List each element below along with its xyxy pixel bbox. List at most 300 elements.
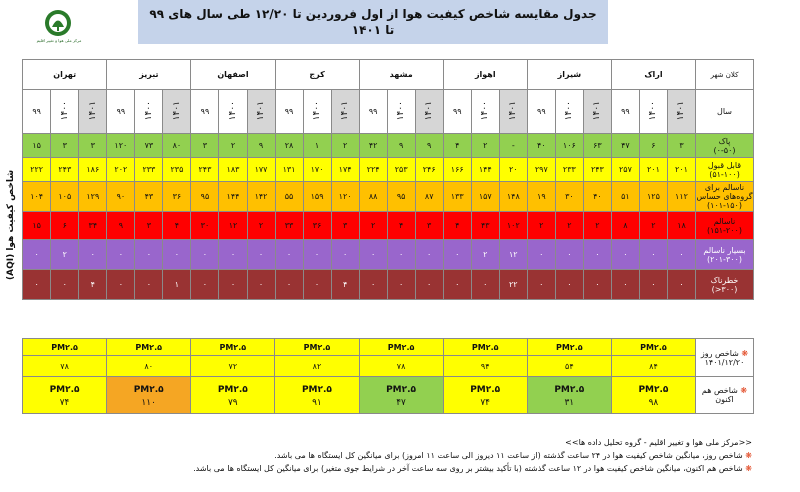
current-index-cell xyxy=(23,377,107,414)
aqi-cell: ۲۰ xyxy=(499,158,527,182)
aqi-cell: ۰ xyxy=(135,270,163,300)
aqi-cell: ۱۸ xyxy=(667,212,695,240)
current-index-value: ۱۱۰ xyxy=(141,398,156,408)
aqi-cell: ۱۴۲ xyxy=(247,182,275,212)
aqi-cell: ۱۰۵ xyxy=(51,182,79,212)
aqi-cell: ۳۶ xyxy=(163,182,191,212)
aqi-cell: ۲۴۳ xyxy=(51,158,79,182)
aqi-cell: ۰ xyxy=(415,270,443,300)
year-header xyxy=(107,90,135,134)
aqi-cell: ۱۲ xyxy=(499,240,527,270)
daily-index-label-cell xyxy=(696,339,754,377)
current-index-value: ۳۱ xyxy=(564,398,575,408)
aqi-cell: ۳ xyxy=(135,212,163,240)
aqi-cell: ۰ xyxy=(191,240,219,270)
aqi-cell: ۸ xyxy=(611,212,639,240)
city-header: مشهد xyxy=(359,60,443,90)
aqi-cell: ۰ xyxy=(275,270,303,300)
year-header xyxy=(359,90,387,134)
aqi-cell: ۴۳ xyxy=(471,212,499,240)
category-label-cell xyxy=(696,134,754,158)
aqi-cell: ۴ xyxy=(163,212,191,240)
category-label: بسیار ناسالم xyxy=(703,245,746,255)
aqi-cell: ۲۰۲ xyxy=(107,158,135,182)
aqi-cell: ۲ xyxy=(583,212,611,240)
pm-label: PM۲.۵ xyxy=(638,385,669,395)
aqi-cell: ۰ xyxy=(275,240,303,270)
year-header xyxy=(275,90,303,134)
organization-logo-icon xyxy=(40,8,76,42)
daily-index-head-row xyxy=(23,339,754,356)
current-index-value: ۷۴ xyxy=(59,398,70,408)
city-header: شیراز xyxy=(527,60,611,90)
aqi-cell: ۰ xyxy=(359,240,387,270)
aqi-cell: ۲۰۱ xyxy=(639,158,667,182)
year-header-text: ۹۹ xyxy=(284,107,294,116)
aqi-cell: ۲ xyxy=(219,134,247,158)
category-label: ناسالم xyxy=(713,216,736,226)
aqi-cell: ۲ xyxy=(471,240,499,270)
aqi-cell: ۱۰۲ xyxy=(499,212,527,240)
current-index-value: ۴۷ xyxy=(396,398,406,408)
aqi-cell: ۳۰ xyxy=(191,212,219,240)
year-header-text: ۱۴۰۱ xyxy=(256,100,267,121)
aqi-cell: ۴ xyxy=(331,270,359,300)
current-index-cell xyxy=(191,377,275,414)
daily-index-value: ۸۰ xyxy=(107,356,191,377)
year-header xyxy=(303,90,331,134)
aqi-cell: ۰ xyxy=(639,270,667,300)
aqi-cell: ۴۳ xyxy=(135,182,163,212)
aqi-cell: ۲۴۶ xyxy=(415,158,443,182)
aqi-cell: ۸۰ xyxy=(163,134,191,158)
category-label: پاک xyxy=(718,136,731,146)
city-header: اصفهان xyxy=(191,60,275,90)
year-header-text: ۹۹ xyxy=(368,107,378,116)
pm-label-cell: PM۲.۵ xyxy=(527,339,611,356)
city-header: اراک xyxy=(611,60,695,90)
year-header xyxy=(443,90,471,134)
aqi-cell: ۲ xyxy=(471,134,499,158)
aqi-cell: ۰ xyxy=(247,240,275,270)
category-range: (۱۵۱-۲۰۰) xyxy=(707,225,742,235)
aqi-cell: ۳ xyxy=(331,212,359,240)
aqi-cell: ۱۴۴ xyxy=(471,158,499,182)
aqi-cell: ۹ xyxy=(415,134,443,158)
year-header-text: ۱۴۰۱ xyxy=(676,100,687,121)
aqi-cell: ۱۵۹ xyxy=(303,182,331,212)
aqi-cell: ۰ xyxy=(387,270,415,300)
page-title xyxy=(138,0,608,44)
aqi-cell: ۴۰ xyxy=(583,182,611,212)
year-header xyxy=(247,90,275,134)
aqi-cell: ۰ xyxy=(611,270,639,300)
daily-index-value: ۸۴ xyxy=(611,356,695,377)
aqi-cell: ۱۳۳ xyxy=(443,182,471,212)
city-header: تهران xyxy=(23,60,107,90)
aqi-cell: ۸۷ xyxy=(415,182,443,212)
year-label: سال xyxy=(717,107,732,116)
note-daily-index-text: شاخص روز، میانگین شاخص کیفیت هوا در ۲۴ ساعت گذشته (از ساعت ۱۱ دیروز الی ساعت ۱۱ امروز) برای میانگین کل ایستگاه ها می باشد. xyxy=(274,451,743,460)
year-header-text: ۹۹ xyxy=(537,107,546,116)
spacer-row xyxy=(23,300,754,314)
city-header: اهواز xyxy=(443,60,527,90)
notes-section xyxy=(193,436,752,475)
aqi-cell: ۱۸۶ xyxy=(79,158,107,182)
daily-index-label xyxy=(696,349,753,358)
aqi-cell: ۰ xyxy=(107,240,135,270)
aqi-cell: ۴۷ xyxy=(611,134,639,158)
daily-index-value: ۹۴ xyxy=(443,356,527,377)
aqi-cell: ۹ xyxy=(107,212,135,240)
daily-index-value: ۷۸ xyxy=(359,356,443,377)
aqi-cell: ۰ xyxy=(219,270,247,300)
year-header-text: ۹۹ xyxy=(116,107,126,116)
year-header-text: ۱۴۰۱ xyxy=(87,100,98,121)
aqi-cell: ۴۲ xyxy=(359,134,387,158)
pm-label: PM۲.۵ xyxy=(470,385,501,395)
aqi-cell: ۲۳۵ xyxy=(163,158,191,182)
pm-label: PM۲.۵ xyxy=(217,385,248,395)
year-header xyxy=(667,90,695,134)
daily-index-label-text: شاخص روز xyxy=(700,348,739,358)
current-index-label xyxy=(696,386,753,404)
aqi-cell: ۲ xyxy=(639,212,667,240)
year-header xyxy=(219,90,247,134)
year-header-text: ۱۴۰۱ xyxy=(508,100,519,121)
aqi-cell: ۴ xyxy=(443,134,471,158)
aqi-cell: ۰ xyxy=(107,270,135,300)
city-header: کرج xyxy=(275,60,359,90)
aqi-cell: ۰ xyxy=(387,240,415,270)
category-range: (۰-۵۰) xyxy=(713,145,736,155)
current-index-cell xyxy=(359,377,443,414)
aqi-cell: ۱۵ xyxy=(23,134,51,158)
aqi-cell: ۱۵ xyxy=(23,212,51,240)
notes-source: <<مرکز ملی هوا و تغییر اقلیم - گروه تحلیل داده ها>> xyxy=(565,438,752,447)
aqi-cell: ۶۳ xyxy=(583,134,611,158)
aqi-cell: ۳ xyxy=(415,212,443,240)
aqi-cell: ۲ xyxy=(247,212,275,240)
current-index-cell xyxy=(443,377,527,414)
pm-index-table xyxy=(22,338,754,414)
aqi-cell: ۹۵ xyxy=(191,182,219,212)
aqi-cell: ۴ xyxy=(387,212,415,240)
asterisk-icon: ❋ xyxy=(737,386,748,395)
year-header xyxy=(163,90,191,134)
aqi-cell: ۵۵ xyxy=(275,182,303,212)
year-header-text: ۹۹ xyxy=(200,107,210,116)
aqi-cell: ۳ xyxy=(191,134,219,158)
aqi-cell: ۱۲ xyxy=(219,212,247,240)
pm-label-cell: PM۲.۵ xyxy=(107,339,191,356)
aqi-cell: ۲۲۲ xyxy=(23,158,51,182)
asterisk-icon: ❋ xyxy=(745,464,752,473)
current-index-cell xyxy=(611,377,695,414)
aqi-cell: ۱ xyxy=(303,134,331,158)
daily-index-value-row xyxy=(23,356,754,377)
year-header-text: ۱۴۰۱ xyxy=(340,100,351,121)
year-header-text: ۱۴۰۰ xyxy=(396,100,407,121)
year-header xyxy=(527,90,555,134)
aqi-cell: ۱۰۶ xyxy=(555,134,583,158)
aqi-cell: ۳ xyxy=(667,134,695,158)
pm-label-cell: PM۲.۵ xyxy=(359,339,443,356)
aqi-cell: ۳۶ xyxy=(303,212,331,240)
current-index-value: ۹۸ xyxy=(648,398,659,408)
current-index-value: ۷۴ xyxy=(480,398,491,408)
pm-label: PM۲.۵ xyxy=(49,385,80,395)
year-header-text: ۹۹ xyxy=(621,107,630,116)
year-header xyxy=(51,90,79,134)
aqi-comparison-table xyxy=(22,59,754,314)
spacer-cell xyxy=(23,300,754,314)
year-header xyxy=(611,90,639,134)
category-range: (۲۰۱-۳۰۰) xyxy=(707,254,742,264)
aqi-cell: ۲۸ xyxy=(275,134,303,158)
aqi-cell: ۲۲ xyxy=(499,270,527,300)
year-header-text: ۱۴۰۰ xyxy=(648,100,659,121)
year-header-text: ۹۹ xyxy=(32,107,41,116)
aqi-cell: ۰ xyxy=(555,240,583,270)
city-header-row xyxy=(23,60,754,90)
year-header-text: ۱۴۰۱ xyxy=(171,100,182,121)
aqi-cell: ۱۷۷ xyxy=(247,158,275,182)
current-index-value: ۹۱ xyxy=(312,398,322,408)
aqi-cell: ۰ xyxy=(583,270,611,300)
pm-label-cell: PM۲.۵ xyxy=(443,339,527,356)
year-header xyxy=(471,90,499,134)
aqi-cell: ۲۹۷ xyxy=(527,158,555,182)
current-index-row xyxy=(23,377,754,414)
aqi-cell: ۰ xyxy=(555,270,583,300)
aqi-cell: ۱۸۳ xyxy=(219,158,247,182)
category-label-cell xyxy=(696,158,754,182)
aqi-cell: ۰ xyxy=(79,240,107,270)
year-header xyxy=(415,90,443,134)
daily-index-value: ۷۸ xyxy=(23,356,107,377)
year-header-text: ۱۴۰۰ xyxy=(143,100,154,121)
aqi-cell: ۰ xyxy=(443,270,471,300)
asterisk-icon: ❋ xyxy=(745,451,752,460)
year-header xyxy=(191,90,219,134)
aqi-cell: ۱۳۱ xyxy=(275,158,303,182)
aqi-cell: ۰ xyxy=(527,270,555,300)
aqi-side-label xyxy=(0,133,22,316)
category-label-cell xyxy=(696,212,754,240)
category-label: خطرناک xyxy=(710,275,739,285)
aqi-cell: ۱۲۵ xyxy=(639,182,667,212)
aqi-cell: ۱۵۷ xyxy=(471,182,499,212)
pm-label-cell: PM۲.۵ xyxy=(23,339,107,356)
aqi-cell: ۱۶۶ xyxy=(443,158,471,182)
current-index-cell xyxy=(275,377,359,414)
aqi-cell: ۰ xyxy=(359,270,387,300)
pm-label-cell: PM۲.۵ xyxy=(611,339,695,356)
logo-caption: مرکز ملی هوا و تغییر اقلیم xyxy=(36,38,82,43)
pm-label-cell: PM۲.۵ xyxy=(191,339,275,356)
aqi-cell: ۰ xyxy=(527,240,555,270)
aqi-cell: ۲۲۴ xyxy=(359,158,387,182)
aqi-cell: ۹۰ xyxy=(107,182,135,212)
aqi-cell: ۸۸ xyxy=(359,182,387,212)
aqi-cell: ۱۴۴ xyxy=(219,182,247,212)
year-header-text: ۹۹ xyxy=(452,107,462,116)
aqi-cell: ۰ xyxy=(583,240,611,270)
aqi-cell: ۰ xyxy=(471,270,499,300)
aqi-cell: ۰ xyxy=(667,270,695,300)
year-header xyxy=(555,90,583,134)
aqi-cell: ۱۷۴ xyxy=(331,158,359,182)
year-label-cell xyxy=(696,90,754,134)
aqi-cell: ۲۴۳ xyxy=(191,158,219,182)
aqi-cell: ۰ xyxy=(443,240,471,270)
aqi-cell: ۱۴۸ xyxy=(499,182,527,212)
aqi-cell: ۰ xyxy=(191,270,219,300)
aqi-cell: ۲ xyxy=(359,212,387,240)
aqi-cell: ۲ xyxy=(555,212,583,240)
aqi-cell: ۰ xyxy=(135,240,163,270)
year-header-text: ۱۴۰۱ xyxy=(592,100,603,121)
current-index-cell xyxy=(527,377,611,414)
year-header-text: ۱۴۰۱ xyxy=(424,100,435,121)
aqi-cell: ۰ xyxy=(303,270,331,300)
year-header-text: ۱۴۰۰ xyxy=(480,100,491,121)
year-header-text: ۱۴۰۰ xyxy=(59,100,70,121)
aqi-cell: ۰ xyxy=(51,270,79,300)
aqi-cell: ۲۵۷ xyxy=(611,158,639,182)
asterisk-icon: ❋ xyxy=(738,348,749,358)
aqi-row-haz xyxy=(23,270,754,300)
aqi-cell: ۲ xyxy=(527,212,555,240)
aqi-cell: ۳ xyxy=(51,134,79,158)
aqi-cell: ۳۴ xyxy=(79,212,107,240)
year-header xyxy=(387,90,415,134)
aqi-row-good xyxy=(23,134,754,158)
daily-index-date: ۱۴۰۱/۱۲/۲۰ xyxy=(704,357,745,367)
aqi-cell: ۹۵ xyxy=(387,182,415,212)
aqi-cell: ۲۰۱ xyxy=(667,158,695,182)
note-current-index xyxy=(193,462,752,475)
current-index-label-text: شاخص هم اکنون xyxy=(701,386,738,404)
year-header-row xyxy=(23,90,754,134)
pm-label: PM۲.۵ xyxy=(386,385,417,395)
category-label-cell xyxy=(696,240,754,270)
aqi-cell: ۶ xyxy=(51,212,79,240)
pm-label: PM۲.۵ xyxy=(554,385,585,395)
aqi-cell: ۳۰ xyxy=(555,182,583,212)
year-header xyxy=(639,90,667,134)
aqi-cell: ۰ xyxy=(303,240,331,270)
aqi-cell: ۱ xyxy=(163,270,191,300)
year-header xyxy=(499,90,527,134)
aqi-cell: ۲ xyxy=(331,134,359,158)
aqi-cell: ۰ xyxy=(219,240,247,270)
aqi-row-usg xyxy=(23,182,754,212)
aqi-cell: - xyxy=(499,134,527,158)
year-header xyxy=(583,90,611,134)
year-header-text: ۱۴۰۰ xyxy=(227,100,238,121)
category-range: (۳۰۰<) xyxy=(711,284,738,294)
note-daily-index xyxy=(200,449,752,462)
aqi-cell: ۲۳۳ xyxy=(555,158,583,182)
aqi-cell: ۳ xyxy=(79,134,107,158)
year-header-text: ۱۴۰۰ xyxy=(564,100,575,121)
daily-index-value: ۷۲ xyxy=(191,356,275,377)
title-text: جدول مقایسه شاخص کیفیت هوا از اول فروردین تا ۱۲/۲۰ طی سال های ۹۹ تا ۱۴۰۱ xyxy=(149,7,597,37)
aqi-cell: ۴ xyxy=(443,212,471,240)
aqi-row-mod xyxy=(23,158,754,182)
year-header xyxy=(23,90,51,134)
year-header xyxy=(79,90,107,134)
category-label: ناسالم برای گروه‌های حساس xyxy=(696,183,753,201)
daily-index-value: ۸۲ xyxy=(275,356,359,377)
pm-label: PM۲.۵ xyxy=(301,385,332,395)
note-current-index-text: شاخص هم اکنون، میانگین شاخص کیفیت هوا در ۱۲ ساعت گذشته (با تأکید بیشتر بر روی سه ساعت آخر در شرایط جوی متغیر) برای میانگین کل ایستگاه ها می باشد. xyxy=(193,464,743,473)
aqi-cell: ۰ xyxy=(23,240,51,270)
aqi-cell: ۰ xyxy=(639,240,667,270)
aqi-cell: ۲۳۳ xyxy=(135,158,163,182)
aqi-cell: ۱۲۰ xyxy=(331,182,359,212)
aqi-cell: ۷۳ xyxy=(135,134,163,158)
aqi-cell: ۰ xyxy=(163,240,191,270)
aqi-cell: ۲۵۳ xyxy=(387,158,415,182)
aqi-cell: ۱۷۰ xyxy=(303,158,331,182)
aqi-cell: ۶ xyxy=(639,134,667,158)
city-header: تبریز xyxy=(107,60,191,90)
current-index-value: ۷۹ xyxy=(227,398,238,408)
aqi-cell: ۰ xyxy=(667,240,695,270)
aqi-cell: ۴۰ xyxy=(527,134,555,158)
current-index-label-cell xyxy=(696,377,754,414)
year-header-text: ۱۴۰۰ xyxy=(312,100,323,121)
pm-label-cell: PM۲.۵ xyxy=(275,339,359,356)
aqi-cell: ۱۰۴ xyxy=(23,182,51,212)
aqi-cell: ۱۲۹ xyxy=(79,182,107,212)
aqi-cell: ۱۹ xyxy=(527,182,555,212)
category-range: (۱۰۱-۱۵۰) xyxy=(707,201,742,210)
pm-label: PM۲.۵ xyxy=(133,385,164,395)
category-label: قابل قبول xyxy=(707,160,742,170)
aqi-cell: ۰ xyxy=(331,240,359,270)
metro-label-cell xyxy=(696,60,754,90)
daily-index-value: ۵۴ xyxy=(527,356,611,377)
year-header xyxy=(135,90,163,134)
aqi-cell: ۱۱۲ xyxy=(667,182,695,212)
aqi-cell: ۱۲۰ xyxy=(107,134,135,158)
aqi-cell: ۰ xyxy=(23,270,51,300)
aqi-cell: ۰ xyxy=(247,270,275,300)
year-header xyxy=(331,90,359,134)
aqi-row-vun xyxy=(23,240,754,270)
aqi-cell: ۰ xyxy=(415,240,443,270)
aqi-cell: ۲۴۳ xyxy=(583,158,611,182)
aqi-cell: ۵۱ xyxy=(611,182,639,212)
current-index-cell xyxy=(107,377,191,414)
category-range: (۵۱-۱۰۰) xyxy=(709,169,740,179)
aqi-cell: ۹ xyxy=(247,134,275,158)
category-label-cell xyxy=(696,270,754,300)
aqi-row-unh xyxy=(23,212,754,240)
aqi-side-label-text: شاخص کیفیت هوا (AQI) xyxy=(6,169,16,280)
aqi-cell: ۰ xyxy=(611,240,639,270)
metro-label: کلان شهر xyxy=(710,70,739,79)
category-label-cell xyxy=(696,182,754,212)
aqi-cell: ۴ xyxy=(79,270,107,300)
aqi-cell: ۹ xyxy=(387,134,415,158)
aqi-cell: ۲ xyxy=(51,240,79,270)
aqi-cell: ۳۳ xyxy=(275,212,303,240)
